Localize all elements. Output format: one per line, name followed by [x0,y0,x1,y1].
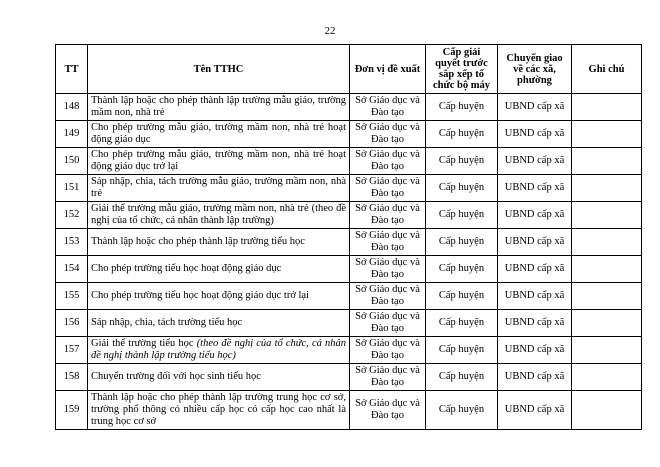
table-row [56,148,642,175]
procedure-name [88,391,350,430]
proposing-unit: Sở Giáo dục và Đào tạo [350,94,426,121]
note-cell [572,310,642,337]
transfer-to: UBND cấp xã [498,229,572,256]
procedure-name-text: Giải thể trường tiểu học [91,338,197,349]
resolution-level: Cấp huyện [426,121,498,148]
header-unit: Đơn vị đề xuất [350,45,426,94]
header-name: Tên TTHC [88,45,350,94]
table-row [56,310,642,337]
proposing-unit: Sở Giáo dục và Đào tạo [350,121,426,148]
table-row [56,175,642,202]
procedure-name-text: Cho phép trường tiểu học hoạt động giáo dục trở lại [91,290,310,301]
resolution-level: Cấp huyện [426,283,498,310]
resolution-level: Cấp huyện [426,202,498,229]
row-number: 153 [56,229,88,256]
row-number: 149 [56,121,88,148]
row-number: 152 [56,202,88,229]
procedure-name [88,121,350,148]
procedure-name [88,175,350,202]
note-cell [572,391,642,430]
procedure-name-text: Cho phép trường tiểu học hoạt động giáo dục [91,263,282,274]
proposing-unit: Sở Giáo dục và Đào tạo [350,229,426,256]
procedure-name-text: Giải thể trường mẫu giáo, trường mầm non, nhà trẻ (theo đề nghị của tổ chức, cá nhân thành lập trường) [91,203,346,226]
row-number: 158 [56,364,88,391]
row-number: 151 [56,175,88,202]
note-cell [572,337,642,364]
proposing-unit: Sở Giáo dục và Đào tạo [350,202,426,229]
procedure-name-text: Thành lập hoặc cho phép thành lập trường trung học cơ sở, trường phổ thông có nhiều cấp học có cấp học cao nhất là trung học cơ sở [91,392,346,427]
row-number: 155 [56,283,88,310]
transfer-to: UBND cấp xã [498,337,572,364]
transfer-to: UBND cấp xã [498,121,572,148]
procedure-name [88,229,350,256]
table-row [56,229,642,256]
procedure-name [88,337,350,364]
procedure-name-text: Cho phép trường mẫu giáo, trường mầm non, nhà trẻ hoạt động giáo dục trở lại [91,149,346,172]
procedure-name [88,202,350,229]
table-header-row [56,45,642,94]
note-cell [572,229,642,256]
resolution-level: Cấp huyện [426,94,498,121]
table-row [56,94,642,121]
transfer-to: UBND cấp xã [498,175,572,202]
transfer-to: UBND cấp xã [498,148,572,175]
procedure-name [88,310,350,337]
proposing-unit: Sở Giáo dục và Đào tạo [350,310,426,337]
table-row [56,202,642,229]
table-row [56,391,642,430]
transfer-to: UBND cấp xã [498,256,572,283]
resolution-level: Cấp huyện [426,175,498,202]
note-cell [572,202,642,229]
transfer-to: UBND cấp xã [498,283,572,310]
row-number: 150 [56,148,88,175]
transfer-to: UBND cấp xã [498,310,572,337]
proposing-unit: Sở Giáo dục và Đào tạo [350,364,426,391]
procedure-name [88,148,350,175]
procedure-name-text: Cho phép trường mẫu giáo, trường mầm non, nhà trẻ hoạt động giáo dục [91,122,346,145]
proposing-unit: Sở Giáo dục và Đào tạo [350,148,426,175]
resolution-level: Cấp huyện [426,391,498,430]
note-cell [572,364,642,391]
row-number: 159 [56,391,88,430]
note-cell [572,283,642,310]
resolution-level: Cấp huyện [426,337,498,364]
procedure-name [88,283,350,310]
note-cell [572,148,642,175]
resolution-level: Cấp huyện [426,310,498,337]
proposing-unit: Sở Giáo dục và Đào tạo [350,256,426,283]
proposing-unit: Sở Giáo dục và Đào tạo [350,391,426,430]
resolution-level: Cấp huyện [426,256,498,283]
procedures-table [55,44,642,430]
proposing-unit: Sở Giáo dục và Đào tạo [350,175,426,202]
header-tt: TT [56,45,88,94]
note-cell [572,94,642,121]
resolution-level: Cấp huyện [426,148,498,175]
table-row [56,337,642,364]
header-note: Ghi chú [572,45,642,94]
procedure-name-note: (theo đề nghị của tổ chức, cá nhân đề nghị thành lập trường tiểu học) [91,338,347,361]
transfer-to: UBND cấp xã [498,391,572,430]
resolution-level: Cấp huyện [426,364,498,391]
note-cell [572,121,642,148]
transfer-to: UBND cấp xã [498,202,572,229]
note-cell [572,175,642,202]
row-number: 157 [56,337,88,364]
header-transfer: Chuyển giao về các xã, phường [498,45,572,94]
transfer-to: UBND cấp xã [498,364,572,391]
procedure-name [88,94,350,121]
table-row [56,283,642,310]
procedure-name-text: Thành lập hoặc cho phép thành lập trường mẫu giáo, trường mầm non, nhà trẻ [91,95,346,118]
procedure-name-text: Thành lập hoặc cho phép thành lập trường tiểu học [91,236,305,247]
row-number: 154 [56,256,88,283]
table-body [56,94,642,430]
proposing-unit: Sở Giáo dục và Đào tạo [350,337,426,364]
table-row [56,364,642,391]
row-number: 156 [56,310,88,337]
transfer-to: UBND cấp xã [498,94,572,121]
header-level: Cấp giải quyết trước sắp xếp tổ chức bộ máy [426,45,498,94]
procedure-name [88,256,350,283]
note-cell [572,256,642,283]
row-number: 148 [56,94,88,121]
procedure-name-text: Sáp nhập, chia, tách trường tiểu học [91,317,243,328]
page-number: 22 [324,25,336,37]
procedure-name-text: Sáp nhập, chia, tách trường mẫu giáo, trường mầm non, nhà trẻ [91,176,346,199]
proposing-unit: Sở Giáo dục và Đào tạo [350,283,426,310]
procedure-name [88,364,350,391]
resolution-level: Cấp huyện [426,229,498,256]
table-row [56,256,642,283]
table-row [56,121,642,148]
procedure-name-text: Chuyển trường đối với học sinh tiểu học [91,371,261,382]
